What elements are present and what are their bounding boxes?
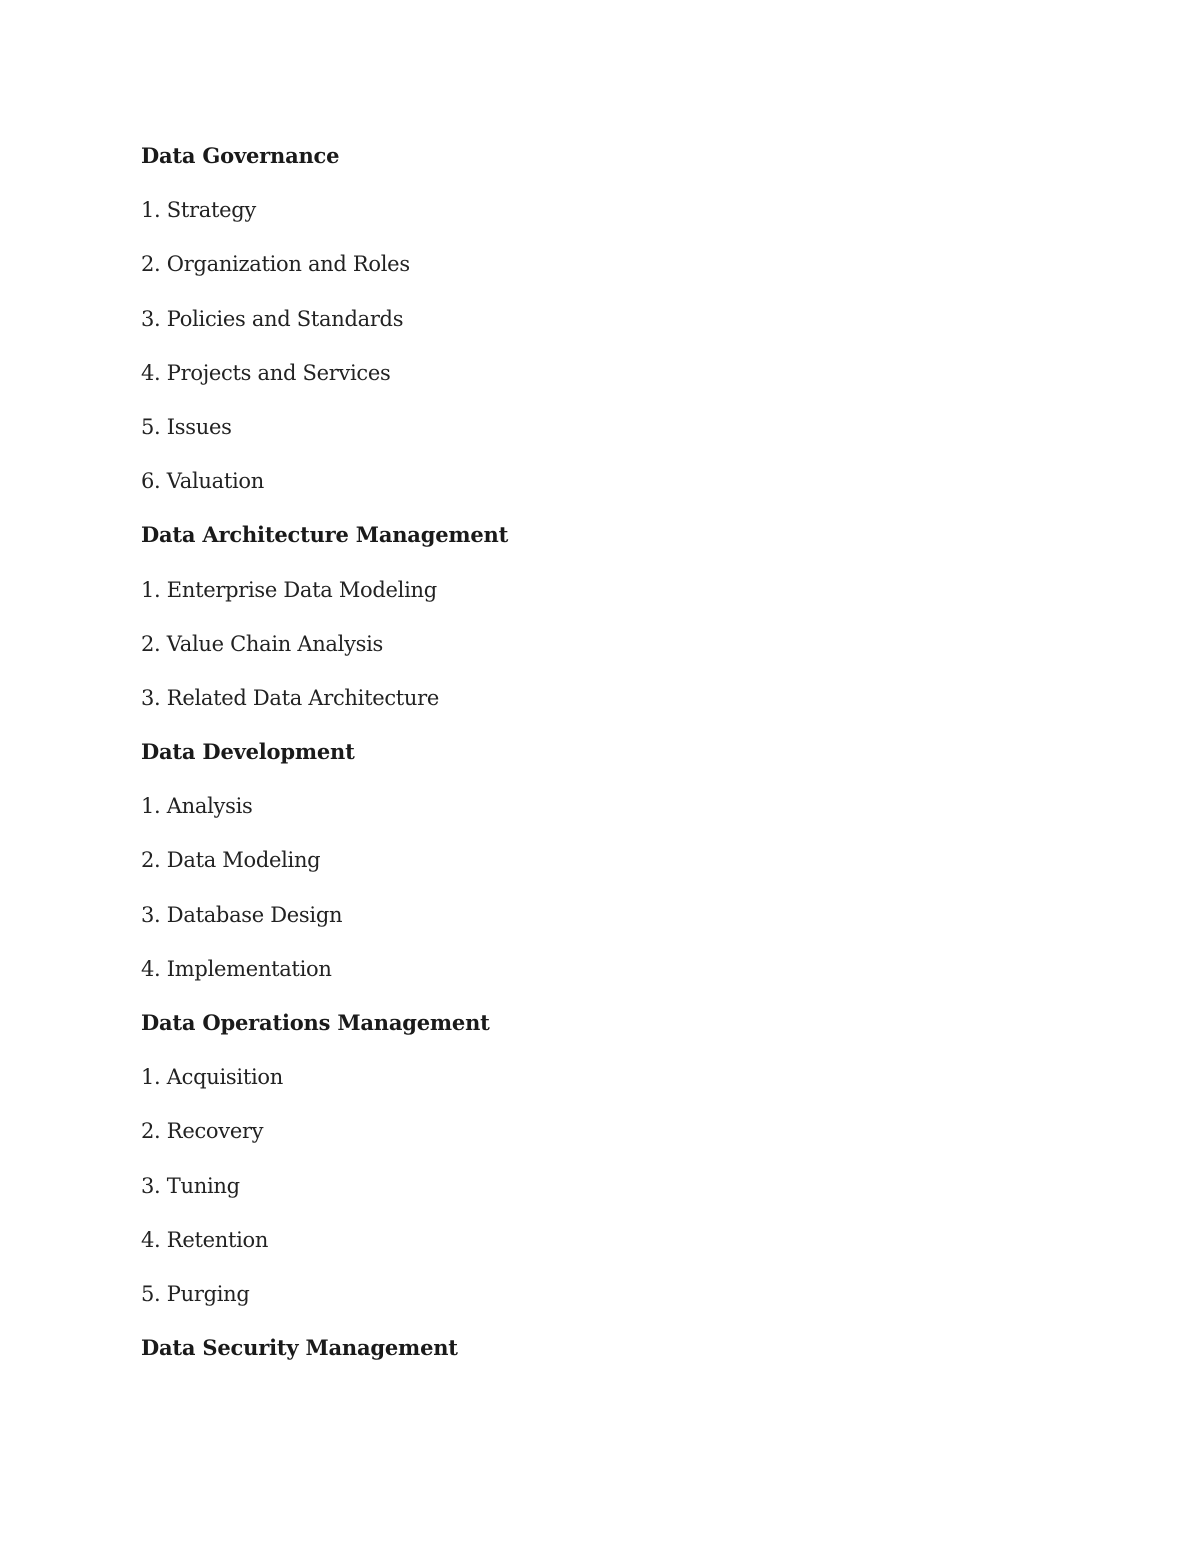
- list-item: 5. Purging: [141, 1281, 250, 1306]
- list-item: 2. Organization and Roles: [141, 252, 410, 277]
- list-item: 1. Enterprise Data Modeling: [141, 577, 437, 602]
- document-body: [141, 139, 1041, 1385]
- list-item: 2. Recovery: [141, 1119, 264, 1144]
- list-item: 6. Valuation: [141, 469, 264, 494]
- list-item: 1. Acquisition: [141, 1065, 283, 1090]
- section-heading-data-development: Data Development: [141, 739, 355, 765]
- list-item: 3. Database Design: [141, 902, 343, 927]
- section-heading-data-governance: Data Governance: [141, 143, 340, 168]
- list-item: 1. Analysis: [141, 794, 253, 819]
- section-heading-data-architecture-management: Data Architecture Management: [141, 522, 509, 548]
- list-item: 5. Issues: [141, 414, 232, 439]
- list-item: 2. Data Modeling: [141, 848, 321, 873]
- list-item: 4. Retention: [141, 1227, 269, 1252]
- list-item: 4. Projects and Services: [141, 360, 391, 385]
- list-item: 2. Value Chain Analysis: [141, 631, 384, 656]
- list-item: 3. Policies and Standards: [141, 306, 404, 331]
- list-item: 1. Strategy: [141, 198, 256, 223]
- section-heading-data-operations-management: Data Operations Management: [141, 1010, 490, 1035]
- list-item: 4. Implementation: [141, 956, 332, 981]
- list-item: 3. Related Data Architecture: [141, 685, 440, 710]
- section-heading-data-security-management: Data Security Management: [141, 1335, 458, 1361]
- list-item: 3. Tuning: [141, 1173, 240, 1198]
